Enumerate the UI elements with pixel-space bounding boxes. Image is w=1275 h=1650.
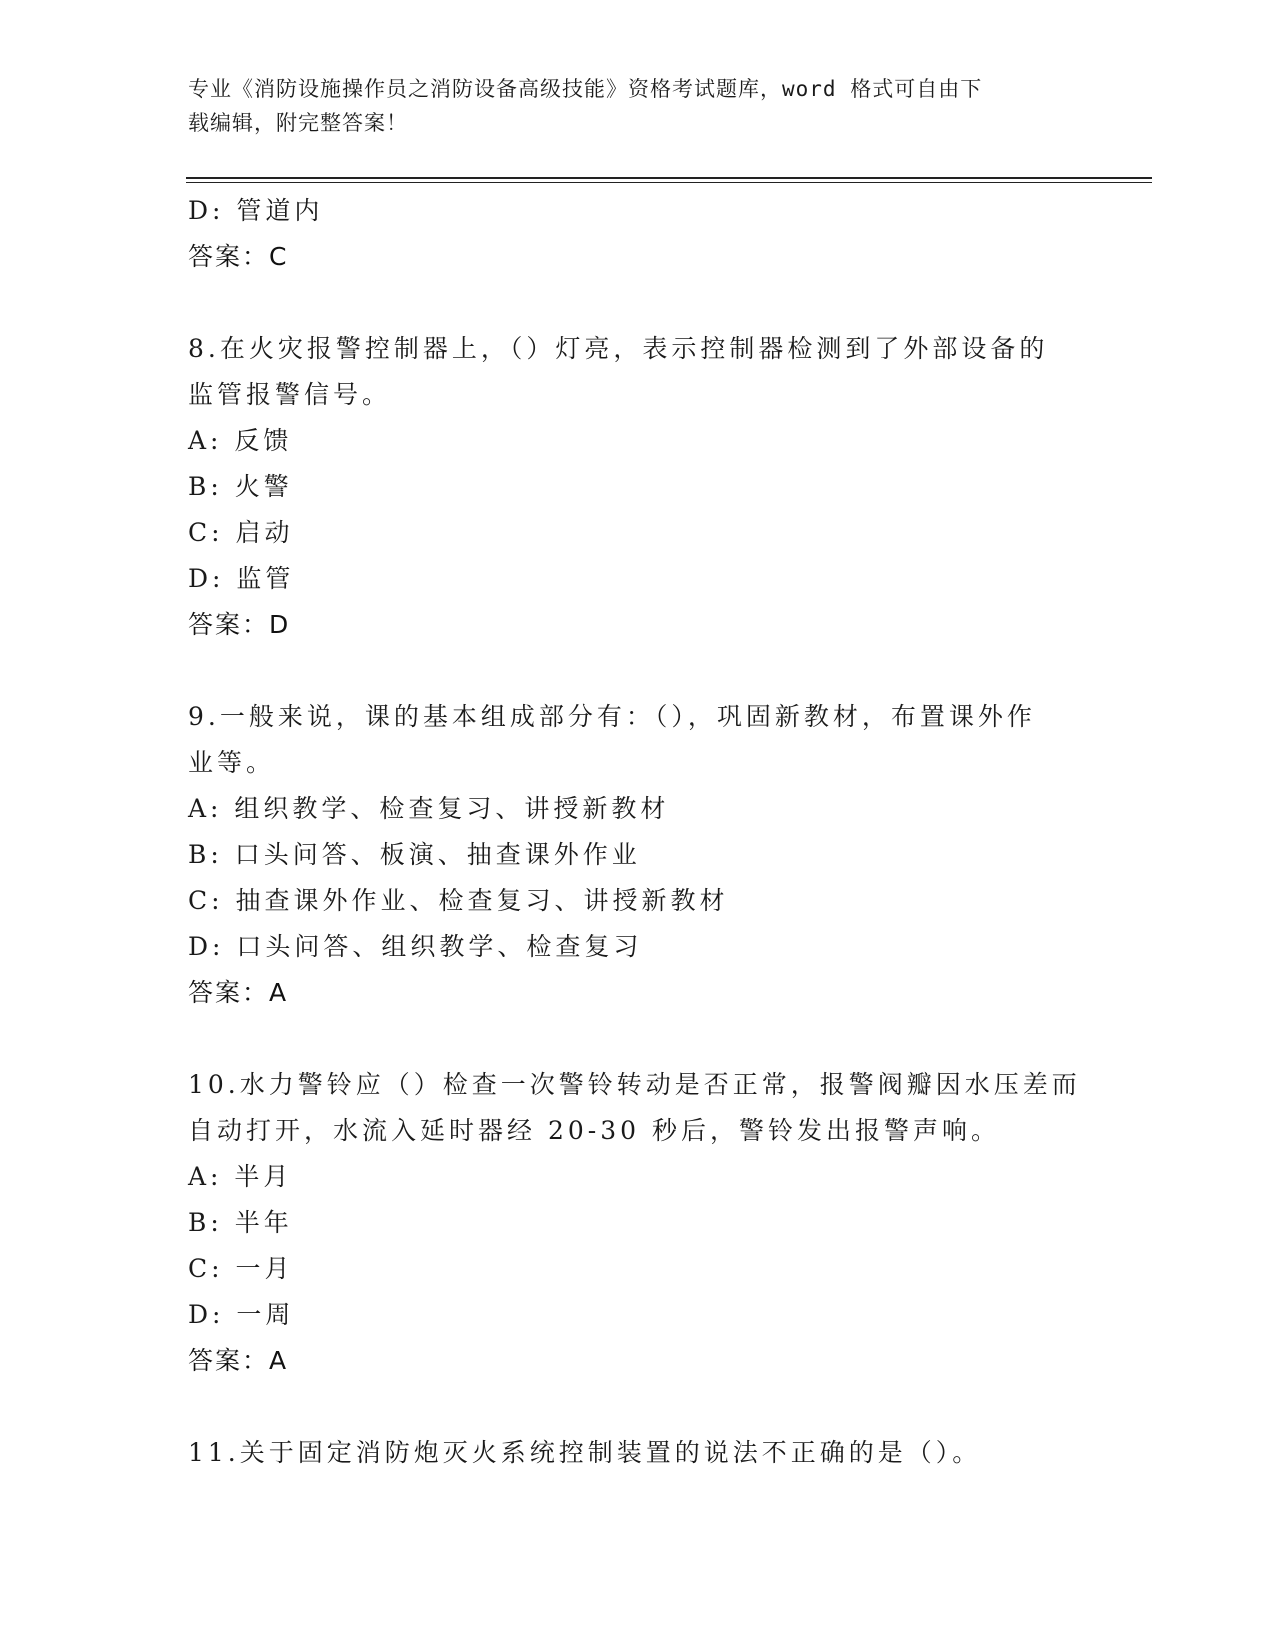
answer: 答案：D [188, 610, 291, 639]
question-stem-line: 9.一般来说，课的基本组成部分有：（），巩固新教材，布置课外作 [188, 702, 1036, 731]
header-line-1: 专业《消防设施操作员之消防设备高级技能》资格考试题库，word 格式可自由下 [188, 77, 983, 101]
question-stem-line: 11.关于固定消防炮灭火系统控制装置的说法不正确的是（）。 [188, 1438, 982, 1467]
header-divider-thick [186, 177, 1152, 179]
question-stem-line: 8.在火灾报警控制器上，（）灯亮，表示控制器检测到了外部设备的 [188, 334, 1049, 363]
option-b: B: 口头问答、板演、抽查课外作业 [188, 840, 641, 869]
spacer [188, 1384, 1088, 1430]
spacer [188, 1016, 1088, 1062]
option-d: D: 口头问答、组织教学、检查复习 [188, 932, 643, 961]
carry-over-answer: 答案：C [188, 242, 289, 271]
answer: 答案：A [188, 978, 289, 1007]
option-a: A: 半月 [188, 1162, 293, 1191]
header-line-2: 载编辑，附完整答案！ [188, 111, 408, 135]
option-d: D: 一周 [188, 1300, 295, 1329]
option-c: C: 一月 [188, 1254, 294, 1283]
option-a: A: 组织教学、检查复习、讲授新教材 [188, 794, 670, 823]
option-a: A: 反馈 [188, 426, 293, 455]
carry-over-option-d: D: 管道内 [188, 196, 324, 225]
question-content [188, 188, 1088, 1476]
header-divider-thin [186, 182, 1152, 183]
option-c: C: 启动 [188, 518, 294, 547]
question-stem-line: 业等。 [188, 748, 276, 777]
question-9 [188, 694, 1088, 1016]
question-stem-line: 监管报警信号。 [188, 380, 392, 409]
question-11 [188, 1430, 1088, 1476]
question-stem-line: 10.水力警铃应（）检查一次警铃转动是否正常，报警阀瓣因水压差而 [188, 1070, 1081, 1099]
spacer [188, 648, 1088, 694]
option-c: C: 抽查课外作业、检查复习、讲授新教材 [188, 886, 729, 915]
question-8 [188, 326, 1088, 648]
answer: 答案：A [188, 1346, 289, 1375]
question-10 [188, 1062, 1088, 1384]
spacer [188, 280, 1088, 326]
page-header [188, 72, 1088, 140]
option-b: B: 火警 [188, 472, 293, 501]
option-b: B: 半年 [188, 1208, 293, 1237]
question-stem-line: 自动打开，水流入延时器经 20-30 秒后，警铃发出报警声响。 [188, 1116, 1000, 1145]
option-d: D: 监管 [188, 564, 295, 593]
